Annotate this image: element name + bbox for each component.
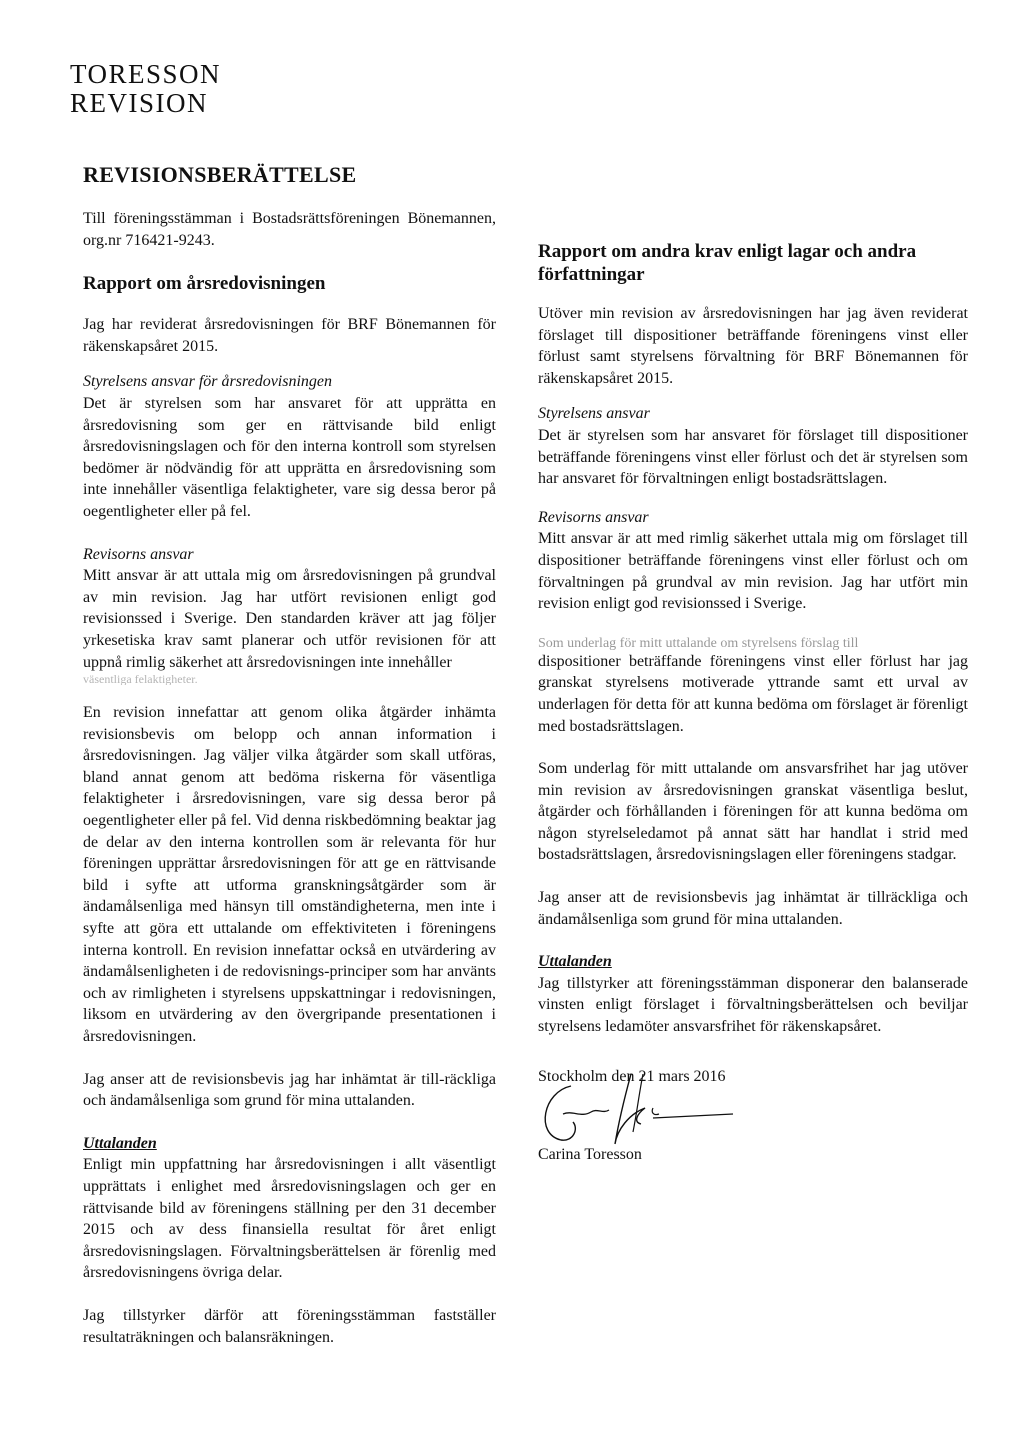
logo-line-1: TORESSON bbox=[70, 59, 222, 89]
document-title: REVISIONSBERÄTTELSE bbox=[83, 162, 357, 187]
other-requirements-intro: Utöver min revision av årsredovisningen har jag även reviderat förslaget till dispositioner beträffande föreningens vinst eller förlust samt styrelsens förvaltning för BRF Bönemannen för räkenskapsåret 2015. bbox=[538, 305, 968, 387]
signature-block bbox=[538, 1066, 968, 1176]
right-column bbox=[538, 240, 968, 1176]
opinion-text: Enligt min uppfattning har årsredovisningen i allt väsentligt upprättats i enlighet med årsredovisningslagen och ger en rättvisande bild av föreningens ställning per den 31 december 2015 och av dess finansiella resultat för året enligt årsredovisningslagen. Förvaltningsberättelsen är förenlig med årsredovisningens övriga delar. bbox=[83, 1156, 496, 1282]
subheading-board-responsibility-right: Styrelsens ansvar bbox=[538, 405, 650, 423]
cut-off-text: väsentliga felaktigheter. bbox=[83, 673, 198, 686]
subheading-auditor-responsibility: Revisorns ansvar bbox=[83, 545, 194, 563]
dispositions-review-text: dispositioner beträffande föreningens vinst eller förlust har jag granskat styrelsens motiverade yttrande samt ett urval av underlagen för detta för att kunna bedöma om förslaget är förenligt med bostadsrättslagen. bbox=[538, 652, 968, 735]
intro-paragraph: Jag har reviderat årsredovisningen för BRF Bönemannen för räkenskapsåret 2015. bbox=[83, 316, 496, 355]
adoption-recommendation-text: Jag tillstyrker därför att föreningsstämman fastställer resultaträkningen och balansräkningen. bbox=[83, 1306, 496, 1346]
audit-scope-text: En revision innefattar att genom olika åtgärder inhämta revisionsbevis om belopp och annan information i årsredovisningen. Jag väljer vilka åtgärder som skall utföras, bland annat genom att bedöma riskerna för väsentliga felaktigheter i årsredovisningen, vare sig dessa beror på oegentligheter eller på fel. Vid denna riskbedömning beaktar jag de delar av den interna kontrollen som är relevanta för hur föreningen upprättar årsredovisningen för att ge en rättvisande bild i syfte att utforma granskningsåtgärder som är ändamålsenliga med hänsyn till omständigheterna, men inte i syfte att göra ett uttalande om effektiviteten i föreningens interna kontroll. En revision innefattar också en utvärdering av ändamålsenligheten i de redovisnings-principer som har använts och av rimligheten i styrelsens uppskattningar i redovisningen, liksom en utvärdering av den övergripande presentationen i årsredovisningen. bbox=[83, 704, 496, 1045]
left-column bbox=[83, 208, 496, 1348]
board-responsibility-text: Det är styrelsen som har ansvaret för att upprätta en årsredovisning som ger en rättvisande bild enligt årsredovisningslagen och för den interna kontroll som styrelsen bedömer är nödvändig för att upprätta en årsredovisning som inte innehåller väsentliga felaktigheter, vare sig dessa beror på oegentligheter eller på fel. bbox=[83, 394, 496, 520]
place-and-date: Stockholm den 21 mars 2016 bbox=[538, 1067, 726, 1085]
cut-off-text-right: Som underlag för mitt uttalande om styrelsens förslag till bbox=[538, 636, 859, 651]
evidence-sufficiency-text: Jag anser att de revisionsbevis jag har inhämtat är till-räckliga och ändamålsenliga som grund för mina uttalanden. bbox=[83, 1070, 496, 1110]
logo-line-2: REVISION bbox=[70, 88, 208, 118]
addressee: Till föreningsstämman i Bostadsrättsföreningen Bönemannen, org.nr 716421-9243. bbox=[83, 210, 496, 249]
board-responsibility-right-text: Det är styrelsen som har ansvaret för förslaget till dispositioner beträffande föreningens vinst eller förlust och det är styrelsen som har ansvaret för förvaltningen enligt bostadsrättslagen. bbox=[538, 426, 968, 488]
discharge-basis-text: Som underlag för mitt uttalande om ansvarsfrihet har jag utöver min revision av årsredovisningen granskat väsentliga beslut, åtgärder och förhållanden i föreningen för att kunna bedöma om någon styrelseledamot på annat sätt har handlat i strid med bostadsrättslagen, årsredovisningslagen eller föreningens stadgar. bbox=[538, 760, 968, 864]
discharge-recommendation-text: Jag tillstyrker att föreningsstämman disponerar den balanserade vinsten enligt förslaget i förvaltningsberättelsen och beviljar styrelsens ledamöter ansvarsfrihet för räkenskapsåret. bbox=[538, 974, 968, 1036]
signer-name: Carina Toresson bbox=[538, 1145, 642, 1163]
section-heading-other-requirements: Rapport om andra krav enligt lagar och andra författningar bbox=[538, 241, 917, 285]
evidence-sufficiency-right-text: Jag anser att de revisionsbevis jag inhämtat är tillräckliga och ändamålsenliga som grund för mina uttalanden. bbox=[538, 889, 968, 928]
subheading-auditor-responsibility-right: Revisorns ansvar bbox=[538, 508, 649, 526]
section-heading-annual-report: Rapport om årsredovisningen bbox=[83, 273, 326, 295]
auditor-responsibility-text: Mitt ansvar är att uttala mig om årsredovisningen på grundval av min revision. Jag har utfört revisionen enligt god revisionssed i Sverige. Den standarden kräver att jag följer yrkesetiska krav samt planerar och utför revisionen för att uppnå rimlig säkerhet att årsredovisningen inte innehåller bbox=[83, 567, 496, 671]
company-logo bbox=[70, 60, 221, 118]
subheading-board-responsibility: Styrelsens ansvar för årsredovisningen bbox=[83, 373, 333, 391]
auditor-responsibility-right-text: Mitt ansvar är att med rimlig säkerhet uttala mig om förslaget till dispositioner beträffande föreningens vinst eller förlust och om förvaltningen på grundval av min revision. Jag har utfört min revision enligt god revisionssed i Sverige. bbox=[538, 530, 968, 613]
subheading-statements-right: Uttalanden bbox=[538, 953, 612, 971]
handwritten-signature bbox=[533, 1074, 743, 1154]
subheading-statements: Uttalanden bbox=[83, 1134, 157, 1152]
